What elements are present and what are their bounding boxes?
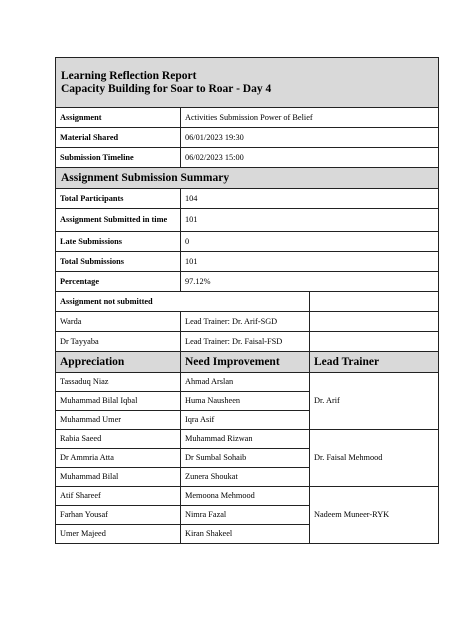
summary-value: 101	[181, 252, 439, 272]
summary-heading: Assignment Submission Summary	[56, 168, 439, 189]
appreciation-name: Muhammad Bilal Iqbal	[56, 392, 181, 411]
summary-label: Assignment Submitted in time	[56, 209, 181, 232]
report-subtitle: Capacity Building for Soar to Roar - Day 4	[61, 82, 272, 95]
col-header-need-improvement: Need Improvement	[181, 352, 310, 373]
detail-value: Activities Submission Power of Belief	[181, 108, 439, 128]
improvement-name: Nimra Fazal	[181, 506, 310, 525]
appreciation-name: Atif Shareef	[56, 487, 181, 506]
improvement-name: Huma Nausheen	[181, 392, 310, 411]
appreciation-name: Dr Ammria Atta	[56, 449, 181, 468]
empty-cell	[310, 312, 439, 332]
empty-cell	[310, 332, 439, 352]
col-header-lead-trainer: Lead Trainer	[310, 352, 439, 373]
summary-label: Percentage	[56, 272, 181, 292]
detail-label: Material Shared	[56, 128, 181, 148]
not-submitted-trainer: Lead Trainer: Dr. Arif-SGD	[181, 312, 310, 332]
not-submitted-name: Dr Tayyaba	[56, 332, 181, 352]
detail-value: 06/01/2023 19:30	[181, 128, 439, 148]
appreciation-name: Tassaduq Niaz	[56, 373, 181, 392]
improvement-name: Iqra Asif	[181, 411, 310, 430]
lead-trainer: Dr. Arif	[310, 373, 439, 430]
improvement-name: Zunera Shoukat	[181, 468, 310, 487]
appreciation-name: Farhan Yousaf	[56, 506, 181, 525]
not-submitted-label: Assignment not submitted	[56, 292, 310, 312]
improvement-name: Dr Sumbal Sohaib	[181, 449, 310, 468]
appreciation-name: Muhammad Umer	[56, 411, 181, 430]
detail-label: Submission Timeline	[56, 148, 181, 168]
improvement-name: Ahmad Arslan	[181, 373, 310, 392]
report-table	[55, 57, 439, 544]
report-title: Learning Reflection Report	[61, 69, 197, 82]
report-title-cell	[56, 58, 439, 108]
not-submitted-name: Warda	[56, 312, 181, 332]
detail-value: 06/02/2023 15:00	[181, 148, 439, 168]
lead-trainer: Dr. Faisal Mehmood	[310, 430, 439, 487]
summary-value: 0	[181, 232, 439, 252]
empty-cell	[310, 292, 439, 312]
appreciation-name: Umer Majeed	[56, 525, 181, 544]
summary-label: Total Participants	[56, 189, 181, 209]
appreciation-name: Muhammad Bilal	[56, 468, 181, 487]
summary-value: 97.12%	[181, 272, 439, 292]
summary-label: Total Submissions	[56, 252, 181, 272]
report-document	[55, 57, 438, 544]
improvement-name: Memoona Mehmood	[181, 487, 310, 506]
lead-trainer: Nadeem Muneer-RYK	[310, 487, 439, 544]
detail-label: Assignment	[56, 108, 181, 128]
improvement-name: Muhammad Rizwan	[181, 430, 310, 449]
appreciation-name: Rabia Saeed	[56, 430, 181, 449]
improvement-name: Kiran Shakeel	[181, 525, 310, 544]
summary-value: 101	[181, 209, 439, 232]
summary-label: Late Submissions	[56, 232, 181, 252]
col-header-appreciation: Appreciation	[56, 352, 181, 373]
summary-value: 104	[181, 189, 439, 209]
not-submitted-trainer: Lead Trainer: Dr. Faisal-FSD	[181, 332, 310, 352]
